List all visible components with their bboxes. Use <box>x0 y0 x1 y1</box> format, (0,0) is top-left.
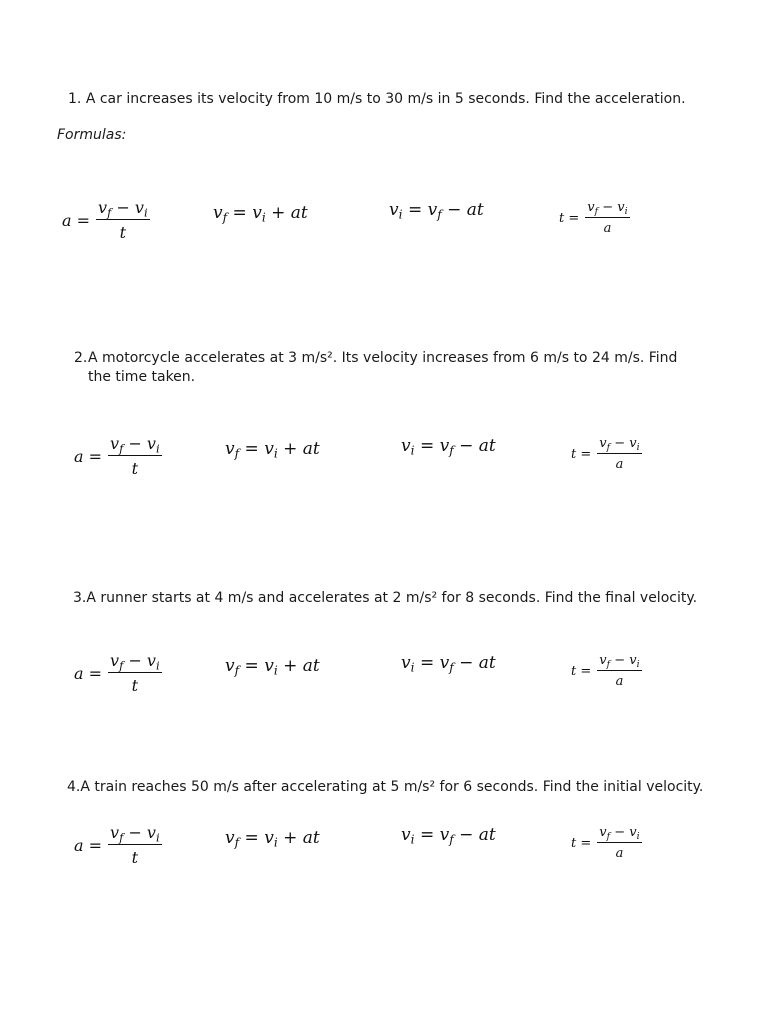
formula-fraction <box>597 436 641 472</box>
formula-denominator: a <box>603 221 612 236</box>
formula-denominator: a <box>615 457 624 472</box>
formula-time <box>559 200 630 236</box>
formula-numerator: $v_f - v_i$ <box>599 825 640 842</box>
question-3 <box>73 589 713 608</box>
formula-fraction <box>597 653 641 689</box>
formula-fraction <box>108 434 162 478</box>
question-2 <box>74 349 694 387</box>
formula-fraction <box>597 825 641 861</box>
question-number: 4. <box>67 779 81 795</box>
formula-acceleration <box>62 198 150 242</box>
question-number: 1. <box>68 91 82 107</box>
formula-acceleration <box>74 823 162 867</box>
formula-numerator: $v_f - v_i$ <box>98 198 148 220</box>
formula-denominator: t <box>131 676 139 695</box>
formula-lhs: t = <box>571 835 592 851</box>
formula-denominator: a <box>615 846 624 861</box>
formula-numerator: $v_f - v_i$ <box>110 823 160 845</box>
formula-initial-velocity: $v_i = v_f$ − at <box>401 436 496 458</box>
question-text: A runner starts at 4 m/s and accelerates at 2 m/s² for 8 seconds. Find the final velocity. <box>86 590 698 606</box>
formula-acceleration <box>74 434 162 478</box>
question-number: 3. <box>73 590 87 606</box>
formula-final-velocity: $v_f = v_i$ + at <box>225 439 320 461</box>
formula-denominator: t <box>131 848 139 867</box>
formula-fraction <box>585 200 629 236</box>
formula-final-velocity: $v_f = v_i$ + at <box>225 656 320 678</box>
formula-numerator: $v_f - v_i$ <box>110 651 160 673</box>
question-number: 2. <box>74 350 88 366</box>
formula-numerator: $v_f - v_i$ <box>587 200 628 217</box>
formula-initial-velocity: $v_i = v_f$ − at <box>401 653 496 675</box>
formula-fraction <box>108 651 162 695</box>
formula-final-velocity: $v_f = v_i$ + at <box>213 203 308 225</box>
question-text: A train reaches 50 m/s after accelerating at 5 m/s² for 6 seconds. Find the initial velocity. <box>80 779 704 795</box>
formula-lhs: a = <box>74 835 103 855</box>
question-1 <box>68 90 728 109</box>
formulas-label: Formulas: <box>57 127 127 143</box>
formula-lhs: a = <box>74 446 103 466</box>
formula-lhs: t = <box>571 446 592 462</box>
formula-numerator: $v_f - v_i$ <box>599 653 640 670</box>
formula-lhs: t = <box>559 210 580 226</box>
question-text: A motorcycle accelerates at 3 m/s². Its velocity increases from 6 m/s to 24 m/s. Find the time taken. <box>88 350 678 385</box>
question-text: A car increases its velocity from 10 m/s to 30 m/s in 5 seconds. Find the acceleration. <box>85 91 686 107</box>
formula-denominator: a <box>615 674 624 689</box>
formula-denominator: t <box>119 223 127 242</box>
formula-lhs: a = <box>74 663 103 683</box>
formula-acceleration <box>74 651 162 695</box>
formula-numerator: $v_f - v_i$ <box>110 434 160 456</box>
formula-fraction <box>96 198 150 242</box>
formula-lhs: a = <box>62 210 91 230</box>
formula-initial-velocity: $v_i = v_f$ − at <box>401 825 496 847</box>
formula-time <box>571 653 642 689</box>
question-4 <box>67 778 727 797</box>
formula-numerator: $v_f - v_i$ <box>599 436 640 453</box>
formula-lhs: t = <box>571 663 592 679</box>
formula-denominator: t <box>131 459 139 478</box>
formula-final-velocity: $v_f = v_i$ + at <box>225 828 320 850</box>
formula-time <box>571 825 642 861</box>
formula-time <box>571 436 642 472</box>
formula-initial-velocity: $v_i = v_f$ − at <box>389 200 484 222</box>
formula-fraction <box>108 823 162 867</box>
